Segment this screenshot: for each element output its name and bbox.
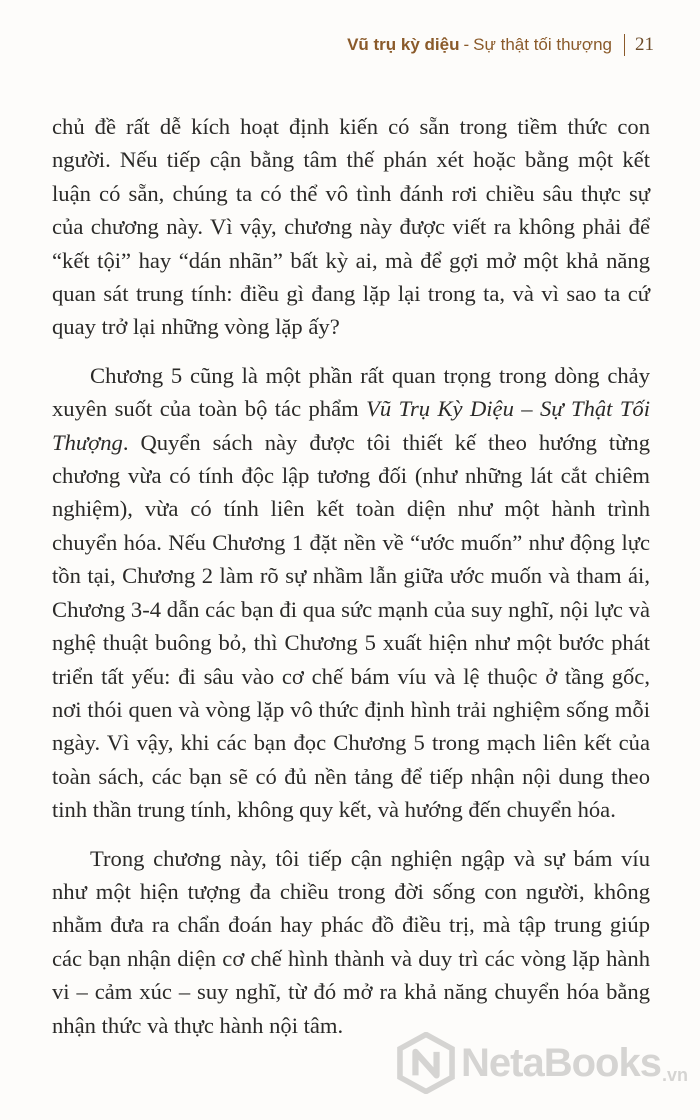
book-subtitle: Sự thật tối thượng — [473, 35, 612, 54]
page-body — [52, 110, 650, 1057]
paragraph-2-lead: Chương 5 cũng là một phần rất quan trọng trong dòng chảy xuyên suốt của toàn bộ tác phẩm — [52, 362, 650, 422]
header-divider — [624, 34, 625, 56]
paragraph-2-rest: . Quyển sách này được tôi thiết kế theo hướng từng chương vừa có tính độc lập tương đối (như những lát cắt chiêm nghiệm), vừa có tính liên kết toàn diện như một hành trình chuyển hóa. Nếu Chương 1 đặt nền về “ước muốn” như động lực tồn tại, Chương 2 làm rõ sự nhầm lẫn giữa ước muốn và tham ái, Chương 3-4 dẫn các bạn đi qua sức mạnh của suy nghĩ, nội lực và nghệ thuật buông bỏ, thì Chương 5 xuất hiện như một bước phát triển tất yếu: đi sâu vào cơ chế bám víu và lệ thuộc ở tầng gốc, nơi thói quen và vòng lặp vô thức định hình trải nghiệm sống mỗi ngày. Vì vậy, khi các bạn đọc Chương 5 trong mạch liên kết của toàn sách, các bạn sẽ có đủ nền tảng để tiếp nhận nội dung theo tinh thần trung tính, không quy kết, và hướng đến chuyển hóa. — [52, 429, 650, 823]
paragraph-3: Trong chương này, tôi tiếp cận nghiện ngập và sự bám víu như một hiện tượng đa chiều trong đời sống con người, không nhằm đưa ra chẩn đoán hay phác đồ điều trị, mà tập trung giúp các bạn nhận diện cơ chế hình thành và duy trì các vòng lặp hành vi – cảm xúc – suy nghĩ, từ đó mở ra khả năng chuyển hóa bằng nhận thức và thực hành nội tâm. — [52, 845, 650, 1038]
watermark-domain: .vn — [661, 1065, 688, 1085]
page-number: 21 — [635, 34, 654, 55]
paragraph-1: chủ đề rất dễ kích hoạt định kiến có sẵn trong tiềm thức con người. Nếu tiếp cận bằng tâm thế phán xét hoặc bằng một kết luận có sẵn, chúng ta có thể vô tình đánh rơi chiều sâu thực sự của chương này. Vì vậy, chương này được viết ra không phải để “kết tội” hay “dán nhãn” bất kỳ ai, mà để gợi mở một khả năng quan sát trung tính: điều gì đang lặp lại trong ta, và vì sao ta cứ quay trở lại những vòng lặp ấy? — [52, 114, 650, 340]
paragraph-2 — [52, 359, 650, 827]
title-separator: - — [463, 35, 470, 54]
book-title: Vũ trụ kỳ diệu — [347, 35, 460, 54]
netabooks-logo-icon — [395, 1032, 457, 1094]
book-title-italic: Vũ Trụ Kỳ Diệu – Sự Thật Tối Thượng — [52, 396, 651, 455]
watermark-brand: NetaBooks — [461, 1040, 661, 1085]
running-header — [347, 34, 654, 56]
netabooks-watermark — [395, 1032, 688, 1094]
